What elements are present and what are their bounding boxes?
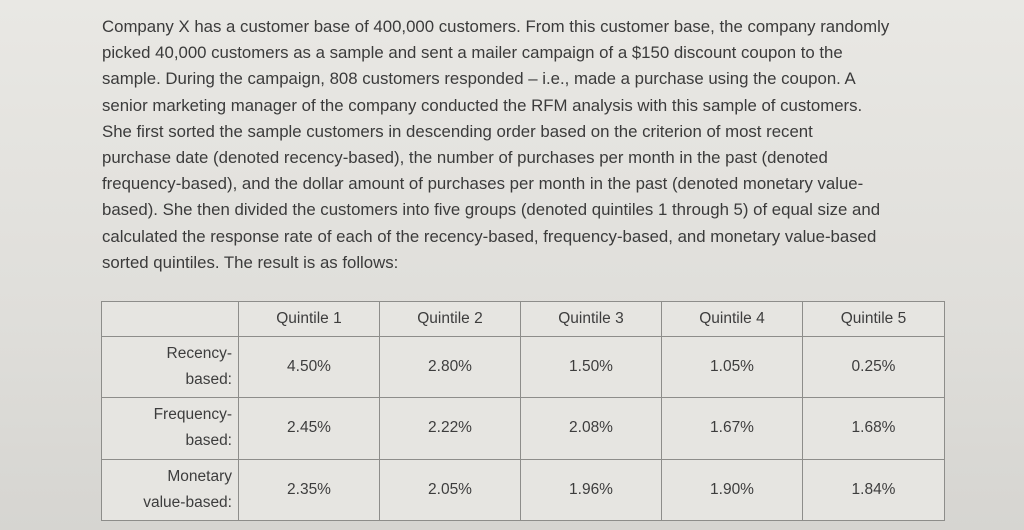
- table-corner-cell: [102, 302, 239, 337]
- row-label-line: value-based:: [143, 493, 232, 511]
- problem-paragraph: [102, 14, 972, 276]
- table-row-frequency: [102, 398, 945, 459]
- paragraph-line: senior marketing manager of the company conducted the RFM analysis with this sample of customers.: [102, 95, 863, 115]
- response-rate-table: [101, 301, 945, 521]
- paragraph-line: She first sorted the sample customers in descending order based on the criterion of most recent: [102, 121, 813, 141]
- column-header: Quintile 3: [521, 302, 662, 337]
- paragraph-line: sample. During the campaign, 808 customers responded – i.e., made a purchase using the coupon. A: [102, 69, 856, 89]
- paragraph-line: calculated the response rate of each of the recency-based, frequency-based, and monetary value-based: [102, 226, 877, 246]
- table-cell: 1.90%: [662, 459, 803, 520]
- table-cell: 1.67%: [662, 398, 803, 459]
- row-label: [102, 398, 239, 459]
- row-label-line: Monetary: [167, 467, 232, 485]
- column-header: Quintile 1: [239, 302, 380, 337]
- table-cell: 1.84%: [803, 459, 945, 520]
- row-label-line: based:: [185, 432, 232, 450]
- paragraph-line: purchase date (denoted recency-based), the number of purchases per month in the past (denoted: [102, 148, 828, 168]
- column-header: Quintile 5: [803, 302, 945, 337]
- table-cell: 1.96%: [521, 459, 662, 520]
- table-cell: 2.35%: [239, 459, 380, 520]
- table-cell: 4.50%: [239, 337, 380, 398]
- table-row-recency: [102, 337, 945, 398]
- table-cell: 1.68%: [803, 398, 945, 459]
- table-cell: 2.05%: [380, 459, 521, 520]
- paragraph-line: based). She then divided the customers into five groups (denoted quintiles 1 through 5) of equal size and: [102, 200, 881, 220]
- table-cell: 1.05%: [662, 337, 803, 398]
- table-cell: 2.22%: [380, 398, 521, 459]
- row-label-line: Frequency-: [153, 406, 232, 424]
- row-label-line: Recency-: [166, 345, 232, 363]
- paragraph-line: picked 40,000 customers as a sample and sent a mailer campaign of a $150 discount coupon to the: [102, 43, 843, 63]
- table-row-monetary: [102, 459, 945, 520]
- column-header: Quintile 2: [380, 302, 521, 337]
- row-label-line: based:: [185, 371, 232, 389]
- table-cell: 2.45%: [239, 398, 380, 459]
- table-cell: 2.08%: [521, 398, 662, 459]
- table-header-row: [102, 302, 945, 337]
- paragraph-line: frequency-based), and the dollar amount of purchases per month in the past (denoted monetary value-: [102, 174, 864, 194]
- paragraph-line: Company X has a customer base of 400,000 customers. From this customer base, the company randomly: [102, 17, 890, 36]
- paragraph-line: sorted quintiles. The result is as follows:: [102, 252, 399, 272]
- row-label: [102, 337, 239, 398]
- row-label: [102, 459, 239, 520]
- table-cell: 2.80%: [380, 337, 521, 398]
- column-header: Quintile 4: [662, 302, 803, 337]
- table-cell: 1.50%: [521, 337, 662, 398]
- table-cell: 0.25%: [803, 337, 945, 398]
